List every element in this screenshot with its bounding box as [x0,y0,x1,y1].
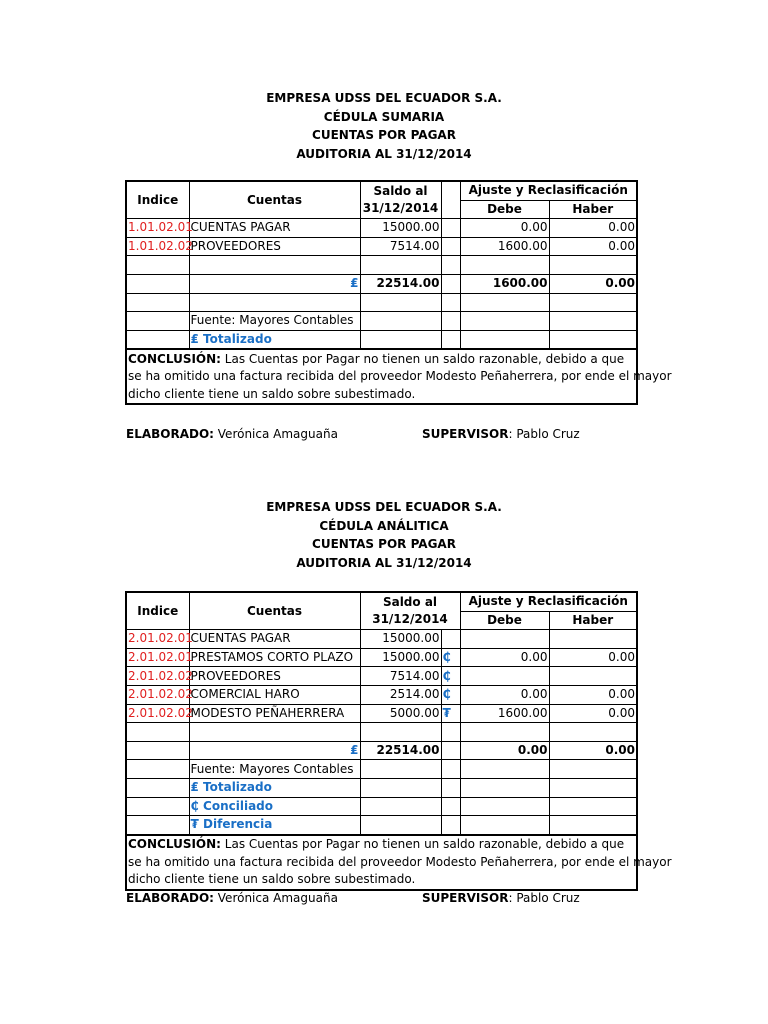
col-debit: Debe [460,611,549,630]
totals-row: ₤ 22514.00 1600.00 0.00 [126,274,637,293]
table-row: 2.01.02.01 PRESTAMOS CORTO PLAZO 15000.00 ₵ 0.00 0.00 [126,648,637,667]
legend-row [126,797,637,816]
col-credit: Haber [549,611,637,630]
schedule-title: CÉDULA SUMARIA [323,109,445,124]
table-row: 2.01.02.01 CUENTAS PAGAR 15000.00 [126,630,637,649]
company-name: EMPRESA UDSS DEL ECUADOR S.A. [266,91,502,105]
difference-mark: ₮ [441,704,460,723]
total-mark: ₤ [189,741,360,760]
col-index: Indice [126,592,189,630]
conclusion-row: se ha omitido una factura recibida del proveedor Modesto Peñaherrera, por ende el mayor [126,368,637,386]
col-credit: Haber [549,200,637,219]
supervisor: SUPERVISOR: Pablo Cruz [422,891,580,905]
analytic-header [0,498,768,572]
audit-date: AUDITORIA AL 31/12/2014 [296,146,472,161]
col-adjust: Ajuste y Reclasificación [460,592,637,611]
company-name: EMPRESA UDSS DEL ECUADOR S.A. [266,500,502,514]
col-adjust: Ajuste y Reclasificación [460,181,637,200]
empty-row [126,293,637,312]
legend-reconciled: ₵ Conciliado [189,797,360,816]
conclusion-label: CONCLUSIÓN: [128,837,221,852]
schedule-subject: CUENTAS POR PAGAR [312,537,456,551]
check-mark: ₵ [441,648,460,667]
conclusion-row: CONCLUSIÓN: Las Cuentas por Pagar no tienen un saldo razonable, debido a que [126,835,637,854]
legend-total: ₤ Totalizado [189,778,360,797]
source-note: Fuente: Mayores Contables [189,760,360,779]
table-row: 1.01.02.02 PROVEEDORES 7514.00 1600.00 0.00 [126,237,637,256]
empty-row [126,256,637,275]
col-account: Cuentas [189,181,360,219]
supervisor: SUPERVISOR: Pablo Cruz [422,427,580,441]
check-mark: ₵ [441,667,460,686]
totals-row: ₤ 22514.00 0.00 0.00 [126,741,637,760]
table-row: 2.01.02.02 COMERCIAL HARO 2514.00 ₵ 0.00 0.00 [126,685,637,704]
col-debit: Debe [460,200,549,219]
legend-difference: ₮ Diferencia [189,816,360,835]
conclusion-label: CONCLUSIÓN: [128,351,221,366]
summary-table [125,180,672,405]
legend-row [126,778,637,797]
table-header-row [126,181,637,200]
empty-row [126,723,637,742]
legend-row [126,816,637,835]
table-header-row [126,592,637,611]
table-row: 1.01.02.01 CUENTAS PAGAR 15000.00 0.00 0.00 [126,219,637,238]
table-row: 2.01.02.02 PROVEEDORES 7514.00 ₵ [126,667,637,686]
prepared-by: ELABORADO: Verónica Amaguaña [126,891,338,905]
prepared-by: ELABORADO: Verónica Amaguaña [126,427,338,441]
col-account: Cuentas [189,592,360,630]
conclusion-row: se ha omitido una factura recibida del proveedor Modesto Peñaherrera, por ende el mayor [126,853,637,871]
conclusion-row: dicho cliente tiene un saldo sobre subestimado. [126,386,637,405]
schedule-subject: CUENTAS POR PAGAR [312,128,456,142]
table-row: 2.01.02.02 MODESTO PEÑAHERRERA 5000.00 ₮ 1600.00 0.00 [126,704,637,723]
check-mark: ₵ [441,685,460,704]
legend-row [126,330,637,349]
total-mark: ₤ [189,274,360,293]
legend-total: ₤ Totalizado [189,330,360,349]
schedule-title: CÉDULA ANÁLITICA [319,518,449,533]
col-balance: Saldo al 31/12/2014 [360,592,460,630]
source-row [126,760,637,779]
audit-date: AUDITORIA AL 31/12/2014 [296,555,472,570]
conclusion-row: CONCLUSIÓN: Las Cuentas por Pagar no tienen un saldo razonable, debido a que [126,349,637,368]
source-note: Fuente: Mayores Contables [189,312,360,331]
analytic-table [125,591,672,891]
col-balance: Saldo al 31/12/2014 [360,181,441,219]
col-index: Indice [126,181,189,219]
summary-header [0,89,768,163]
source-row [126,312,637,331]
conclusion-row: dicho cliente tiene un saldo sobre subestimado. [126,871,637,890]
